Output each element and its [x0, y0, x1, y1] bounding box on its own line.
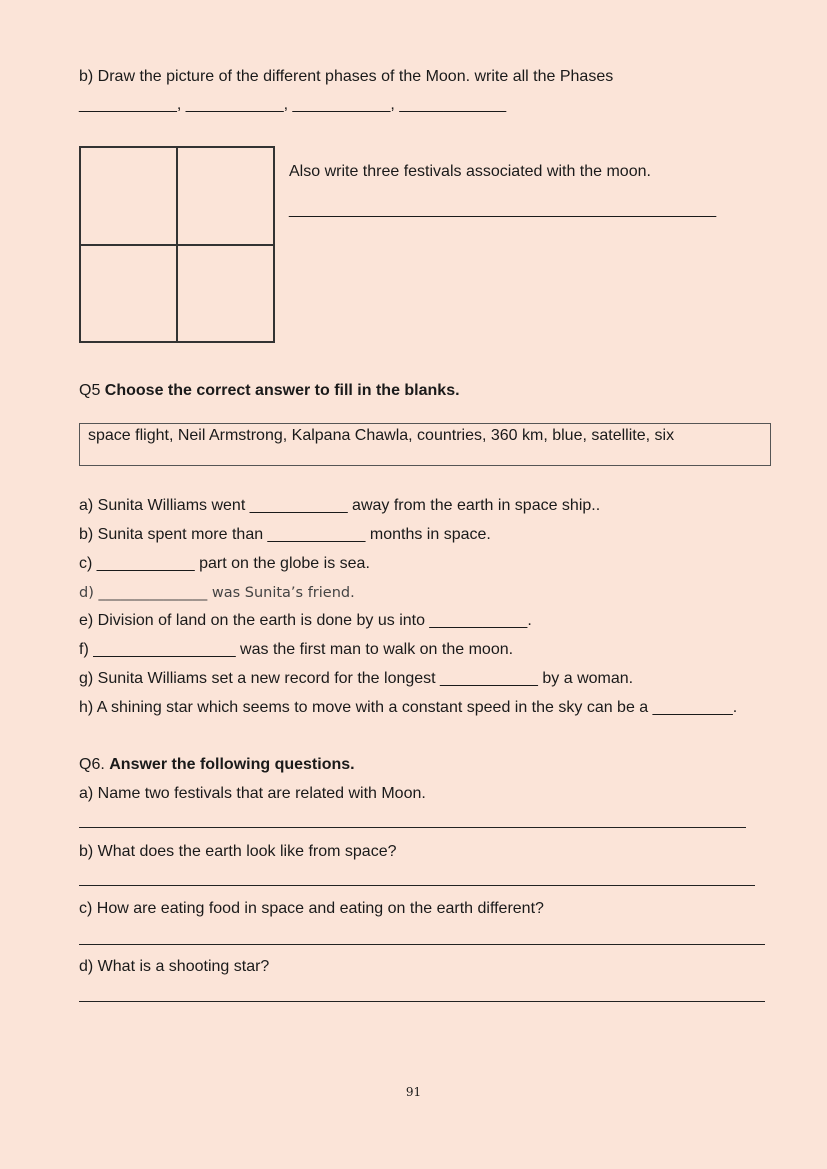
q6-number: Q6. — [79, 756, 105, 773]
q6-answer-line-d[interactable] — [79, 1001, 765, 1002]
q6-question-b: b) What does the earth look like from space? — [79, 843, 397, 860]
drawing-cell[interactable] — [80, 245, 177, 343]
q6-answer-line-c[interactable] — [79, 944, 765, 945]
q6-answer-line-a[interactable] — [79, 827, 746, 828]
q5-number: Q5 — [79, 382, 101, 399]
page-number: 91 — [405, 1085, 422, 1099]
q6-title: Answer the following questions. — [109, 756, 355, 773]
q5-item-c: c) ___________ part on the globe is sea. — [79, 555, 370, 572]
festivals-answer-blank[interactable]: ________________________________________________ — [289, 201, 717, 218]
q6-answer-line-b[interactable] — [79, 885, 755, 886]
q5-item-g: g) Sunita Williams set a new record for the longest ___________ by a woman. — [79, 670, 634, 687]
q5-item-b: b) Sunita spent more than ___________ months in space. — [79, 526, 491, 543]
drawing-cell[interactable] — [177, 245, 274, 343]
moon-phases-drawing-grid[interactable] — [79, 146, 275, 343]
word-bank-text: space flight, Neil Armstrong, Kalpana Chawla, countries, 360 km, blue, satellite, six — [88, 427, 675, 444]
q4b-phase-blanks: ___________, ___________, ___________, ____________ — [79, 96, 507, 113]
q5-item-a: a) Sunita Williams went ___________ away from the earth in space ship.. — [79, 497, 601, 514]
q5-heading — [79, 381, 460, 401]
q5-item-d: d) _______________ was Sunita’s friend. — [79, 585, 355, 601]
q5-title: Choose the correct answer to fill in the blanks. — [104, 382, 460, 399]
q6-question-a: a) Name two festivals that are related with Moon. — [79, 785, 426, 802]
festivals-prompt: Also write three festivals associated with the moon. — [289, 163, 651, 180]
q5-item-f: f) ________________ was the first man to walk on the moon. — [79, 641, 514, 658]
q6-heading — [79, 755, 355, 775]
word-bank-box — [79, 423, 771, 466]
q5-item-h: h) A shining star which seems to move with a constant speed in the sky can be a _________. — [79, 699, 738, 716]
q5-item-e: e) Division of land on the earth is done by us into ___________. — [79, 612, 532, 629]
q6-question-d: d) What is a shooting star? — [79, 958, 270, 975]
drawing-cell[interactable] — [177, 147, 274, 245]
q4b-prompt: b) Draw the picture of the different phases of the Moon. write all the Phases — [79, 68, 614, 85]
drawing-cell[interactable] — [80, 147, 177, 245]
q6-question-c: c) How are eating food in space and eating on the earth different? — [79, 900, 544, 917]
